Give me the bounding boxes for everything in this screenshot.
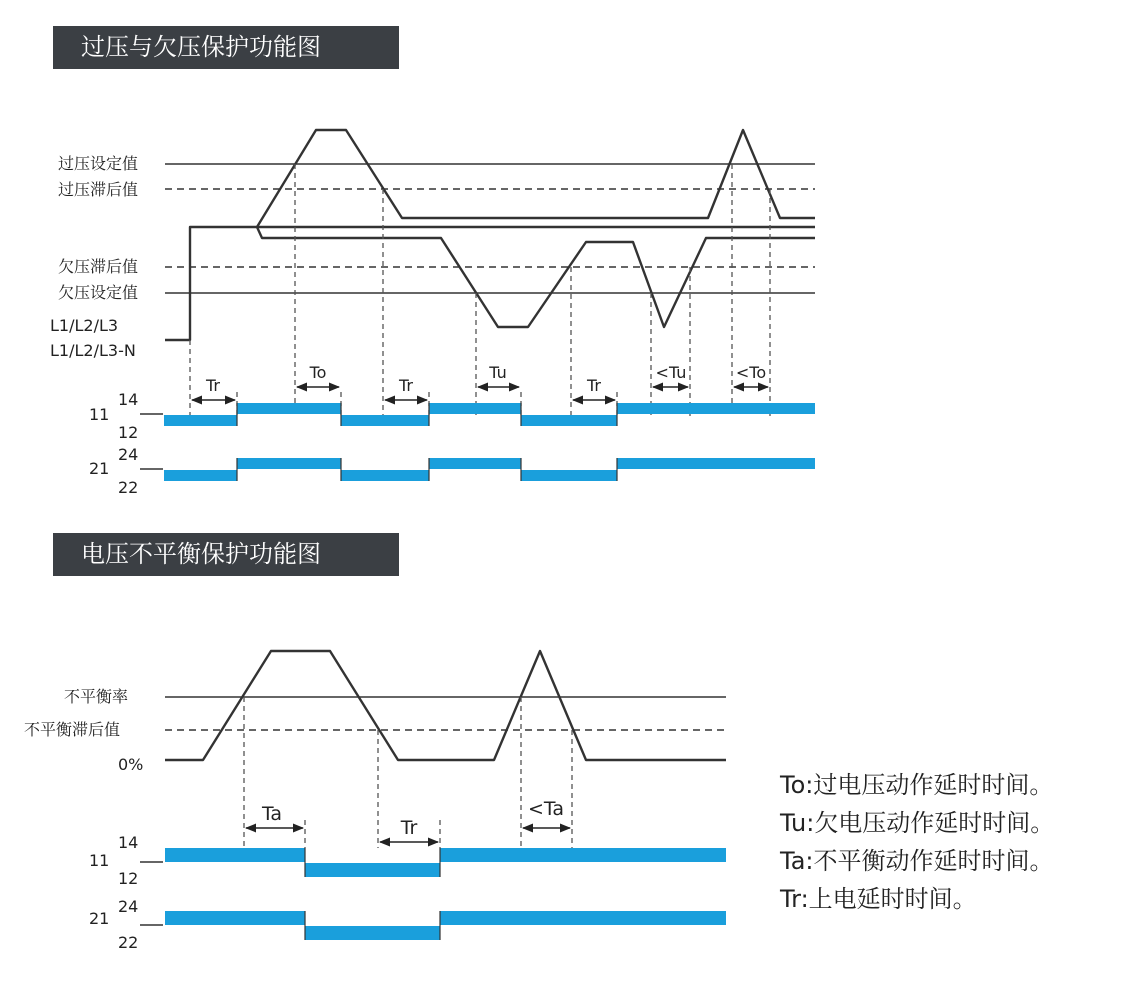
relay1-bar xyxy=(341,415,429,426)
label-uv-hysteresis: 欠压滞后值 xyxy=(58,257,139,276)
interval-label-ta: Ta xyxy=(261,803,283,825)
ov-uv-relay-bars xyxy=(164,403,815,481)
legend-tr: Tr:上电延时时间。 xyxy=(780,885,977,913)
relay1-nc-label: 12 xyxy=(118,423,139,442)
legend-ta: Ta:不平衡动作延时时间。 xyxy=(780,847,1054,875)
legend-to: To:过电压动作延时时间。 xyxy=(780,771,1054,799)
interval-label-lt-to: <To xyxy=(735,363,767,382)
voltage-waveforms xyxy=(165,130,815,340)
interval-label-tr-2: Tr xyxy=(399,376,413,395)
relay2-bar xyxy=(521,470,617,481)
relay2-bar xyxy=(164,470,237,481)
legend-tu: Tu:欠电压动作延时时间。 xyxy=(780,809,1055,837)
relay1-bar xyxy=(521,415,617,426)
label-uv-setpoint: 欠压设定值 xyxy=(58,283,139,302)
relay1-no-label: 14 xyxy=(118,390,139,409)
relay2-common-label: 21 xyxy=(89,459,110,478)
interval-label-lt-tu: <Tu xyxy=(655,363,687,382)
ov-uv-interval-labels xyxy=(205,363,766,395)
ub-relay1-bar xyxy=(440,848,726,862)
ub-relay-baselines xyxy=(140,862,163,925)
interval-label-tu: Tu xyxy=(489,363,507,382)
ov-uv-relay-baselines xyxy=(140,414,163,469)
ub-relay2-nc-label: 22 xyxy=(118,933,139,952)
interval-label-tr: Tr xyxy=(400,817,418,839)
ov-uv-relay-labels xyxy=(89,390,138,497)
label-ov-hysteresis: 过压滞后值 xyxy=(58,180,139,199)
label-ub-hysteresis: 不平衡滞后值 xyxy=(24,720,121,739)
relay1-common-label: 11 xyxy=(89,405,110,424)
interval-label-to: To xyxy=(309,363,327,382)
label-supply-3phase: L1/L2/L3 xyxy=(50,316,119,335)
relay2-bar xyxy=(237,458,341,469)
ov-uv-reference-lines xyxy=(165,164,815,293)
relay1-bar xyxy=(164,415,237,426)
label-ub-rate: 不平衡率 xyxy=(64,687,129,706)
ub-relay1-no-label: 14 xyxy=(118,833,139,852)
undervoltage-trace xyxy=(257,227,815,327)
ov-uv-interval-arrows xyxy=(192,387,768,400)
interval-label-tr-3: Tr xyxy=(587,376,601,395)
ub-reference-lines xyxy=(165,697,726,730)
section-title-overvoltage-undervoltage: 过压与欠压保护功能图 xyxy=(53,26,399,69)
relay1-bar xyxy=(429,403,521,414)
ov-uv-relay-bar-edges xyxy=(237,403,617,481)
overvoltage-trace xyxy=(257,130,815,227)
ub-relay1-bar xyxy=(305,863,440,877)
ub-relay-bars xyxy=(165,848,726,940)
label-ov-setpoint: 过压设定值 xyxy=(58,154,139,173)
relay2-bar xyxy=(429,458,521,469)
label-zero-percent: 0% xyxy=(118,755,144,774)
relay2-no-label: 24 xyxy=(118,445,139,464)
timing-legend xyxy=(780,766,1054,918)
label-supply-3phase-n: L1/L2/L3-N xyxy=(50,341,136,360)
ub-relay2-no-label: 24 xyxy=(118,897,139,916)
ub-relay1-nc-label: 12 xyxy=(118,869,139,888)
ub-level-labels xyxy=(24,687,143,774)
ub-relay2-bar xyxy=(165,911,305,925)
ub-relay2-common-label: 21 xyxy=(89,909,110,928)
interval-label-lt-ta: <Ta xyxy=(527,798,565,820)
relay2-bar xyxy=(617,458,815,469)
relay1-bar xyxy=(237,403,341,414)
interval-label-tr-1: Tr xyxy=(206,376,220,395)
supply-step-line xyxy=(165,227,815,340)
ub-relay2-bar xyxy=(305,926,440,940)
ub-relay2-bar xyxy=(440,911,726,925)
ub-interval-labels xyxy=(261,798,564,839)
ub-relay-labels xyxy=(89,833,138,952)
ub-relay1-bar xyxy=(165,848,305,862)
section-title-unbalance: 电压不平衡保护功能图 xyxy=(53,533,399,576)
relay2-nc-label: 22 xyxy=(118,478,139,497)
ov-uv-level-labels xyxy=(50,154,138,360)
unbalance-trace xyxy=(165,651,726,760)
relay2-bar xyxy=(341,470,429,481)
ub-relay1-common-label: 11 xyxy=(89,851,110,870)
relay1-bar xyxy=(617,403,815,414)
